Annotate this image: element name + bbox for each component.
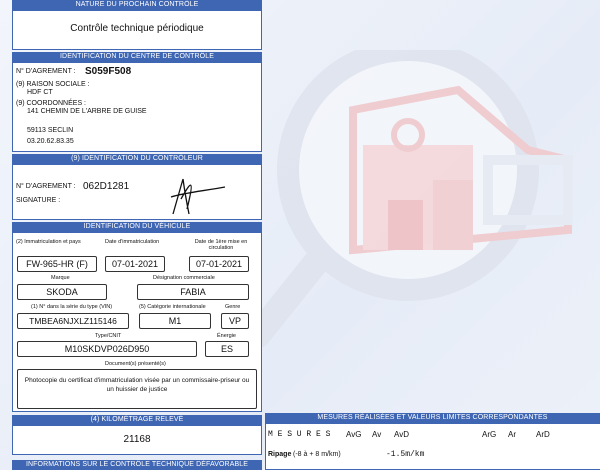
mesures-col-avd: AvD	[394, 430, 409, 439]
categorie-value: M1	[139, 313, 211, 329]
genre-label: Genre	[225, 304, 241, 310]
signature-label: SIGNATURE :	[16, 197, 61, 204]
centre-agrement-label: N° D'AGREMENT :	[16, 68, 76, 75]
docs-label: Document(s) présenté(s)	[105, 361, 166, 367]
date-immat-value: 07-01-2021	[105, 256, 165, 272]
docs-value-line-2: un huissier de justice	[106, 386, 168, 393]
info-header: INFORMATIONS SUR LE CONTRÔLE TECHNIQUE DÉFAVORABLE	[12, 460, 262, 470]
energie-value: ES	[205, 341, 249, 357]
type-label: Type/CNIT	[95, 333, 122, 339]
centre-address: 141 CHEMIN DE L'ARBRE DE GUISE	[27, 108, 147, 115]
mesures-col-av: Av	[372, 430, 382, 439]
km-header: (4) KILOMÉTRAGE RELEVÉ	[12, 415, 262, 425]
vehicule-header: IDENTIFICATION DU VÉHICULE	[12, 222, 262, 232]
mesures-col-ar: Ar	[508, 430, 516, 439]
nature-header: NATURE DU PROCHAIN CONTRÔLE	[12, 0, 262, 10]
ripage-limits: (-8 à + 8 m/km)	[293, 451, 341, 458]
energie-label: Énergie	[217, 333, 236, 339]
centre-raison-value: HDF CT	[27, 89, 53, 96]
car-inspection-watermark-icon	[258, 50, 598, 350]
nature-box	[12, 10, 262, 50]
centre-agrement-value: S059F508	[85, 66, 132, 77]
date-first-label: Date de 1ère mise en circulation	[194, 239, 248, 251]
categorie-label: (5) Catégorie internationale	[139, 304, 206, 310]
centre-header: IDENTIFICATION DU CENTRE DE CONTRÔLE	[12, 52, 262, 62]
immat-label: (2) Immatriculation et pays	[16, 239, 81, 245]
km-value: 21168	[123, 434, 151, 445]
date-immat-label: Date d'immatriculation	[105, 239, 160, 245]
controleur-header: (9) IDENTIFICATION DU CONTRÔLEUR	[12, 154, 262, 164]
km-box	[12, 425, 262, 455]
mesures-col-arg: ArG	[482, 430, 497, 439]
mesures-col-avg: AvG	[346, 430, 362, 439]
centre-phone: 03.20.62.83.35	[27, 138, 74, 145]
genre-value: VP	[221, 313, 249, 329]
centre-box	[12, 62, 262, 152]
controleur-box	[12, 164, 262, 220]
vin-value: TMBEA6NJXLZ115146	[17, 313, 129, 329]
vehicule-box	[12, 232, 262, 412]
mesures-label: M E S U R E S	[268, 430, 331, 439]
docs-value-line-1: Photocopie du certificat d'immatriculation visée par un commissaire-priseur ou	[24, 377, 250, 384]
centre-city: 59113 SECLIN	[27, 127, 74, 134]
marque-value: SKODA	[17, 284, 107, 300]
nature-value: Contrôle technique périodique	[70, 23, 204, 34]
signature-icon	[143, 169, 233, 219]
type-value: M10SKDVP026D950	[17, 341, 197, 357]
designation-label: Désignation commerciale	[153, 275, 215, 281]
centre-raison-label: (9) RAISON SOCIALE :	[16, 81, 90, 88]
marque-label: Marque	[51, 275, 70, 281]
controleur-agrement-value: 062D1281	[83, 181, 130, 192]
docs-box	[17, 369, 257, 409]
ripage-value: -1.5m/km	[386, 450, 425, 459]
immat-value: FW-965-HR (F)	[17, 256, 97, 272]
centre-coord-label: (9) COORDONNÉES :	[16, 100, 87, 107]
designation-value: FABIA	[137, 284, 249, 300]
mesures-header: MESURES RÉALISÉES ET VALEURS LIMITES CORRESPONDANTES	[265, 413, 600, 423]
ripage-label: Ripage	[268, 451, 292, 458]
controleur-agrement-label: N° D'AGREMENT :	[16, 183, 76, 190]
vin-label: (1) N° dans la série du type (VIN)	[31, 304, 113, 310]
mesures-col-ard: ArD	[536, 430, 550, 439]
mesures-box	[265, 423, 600, 470]
date-first-value: 07-01-2021	[189, 256, 249, 272]
